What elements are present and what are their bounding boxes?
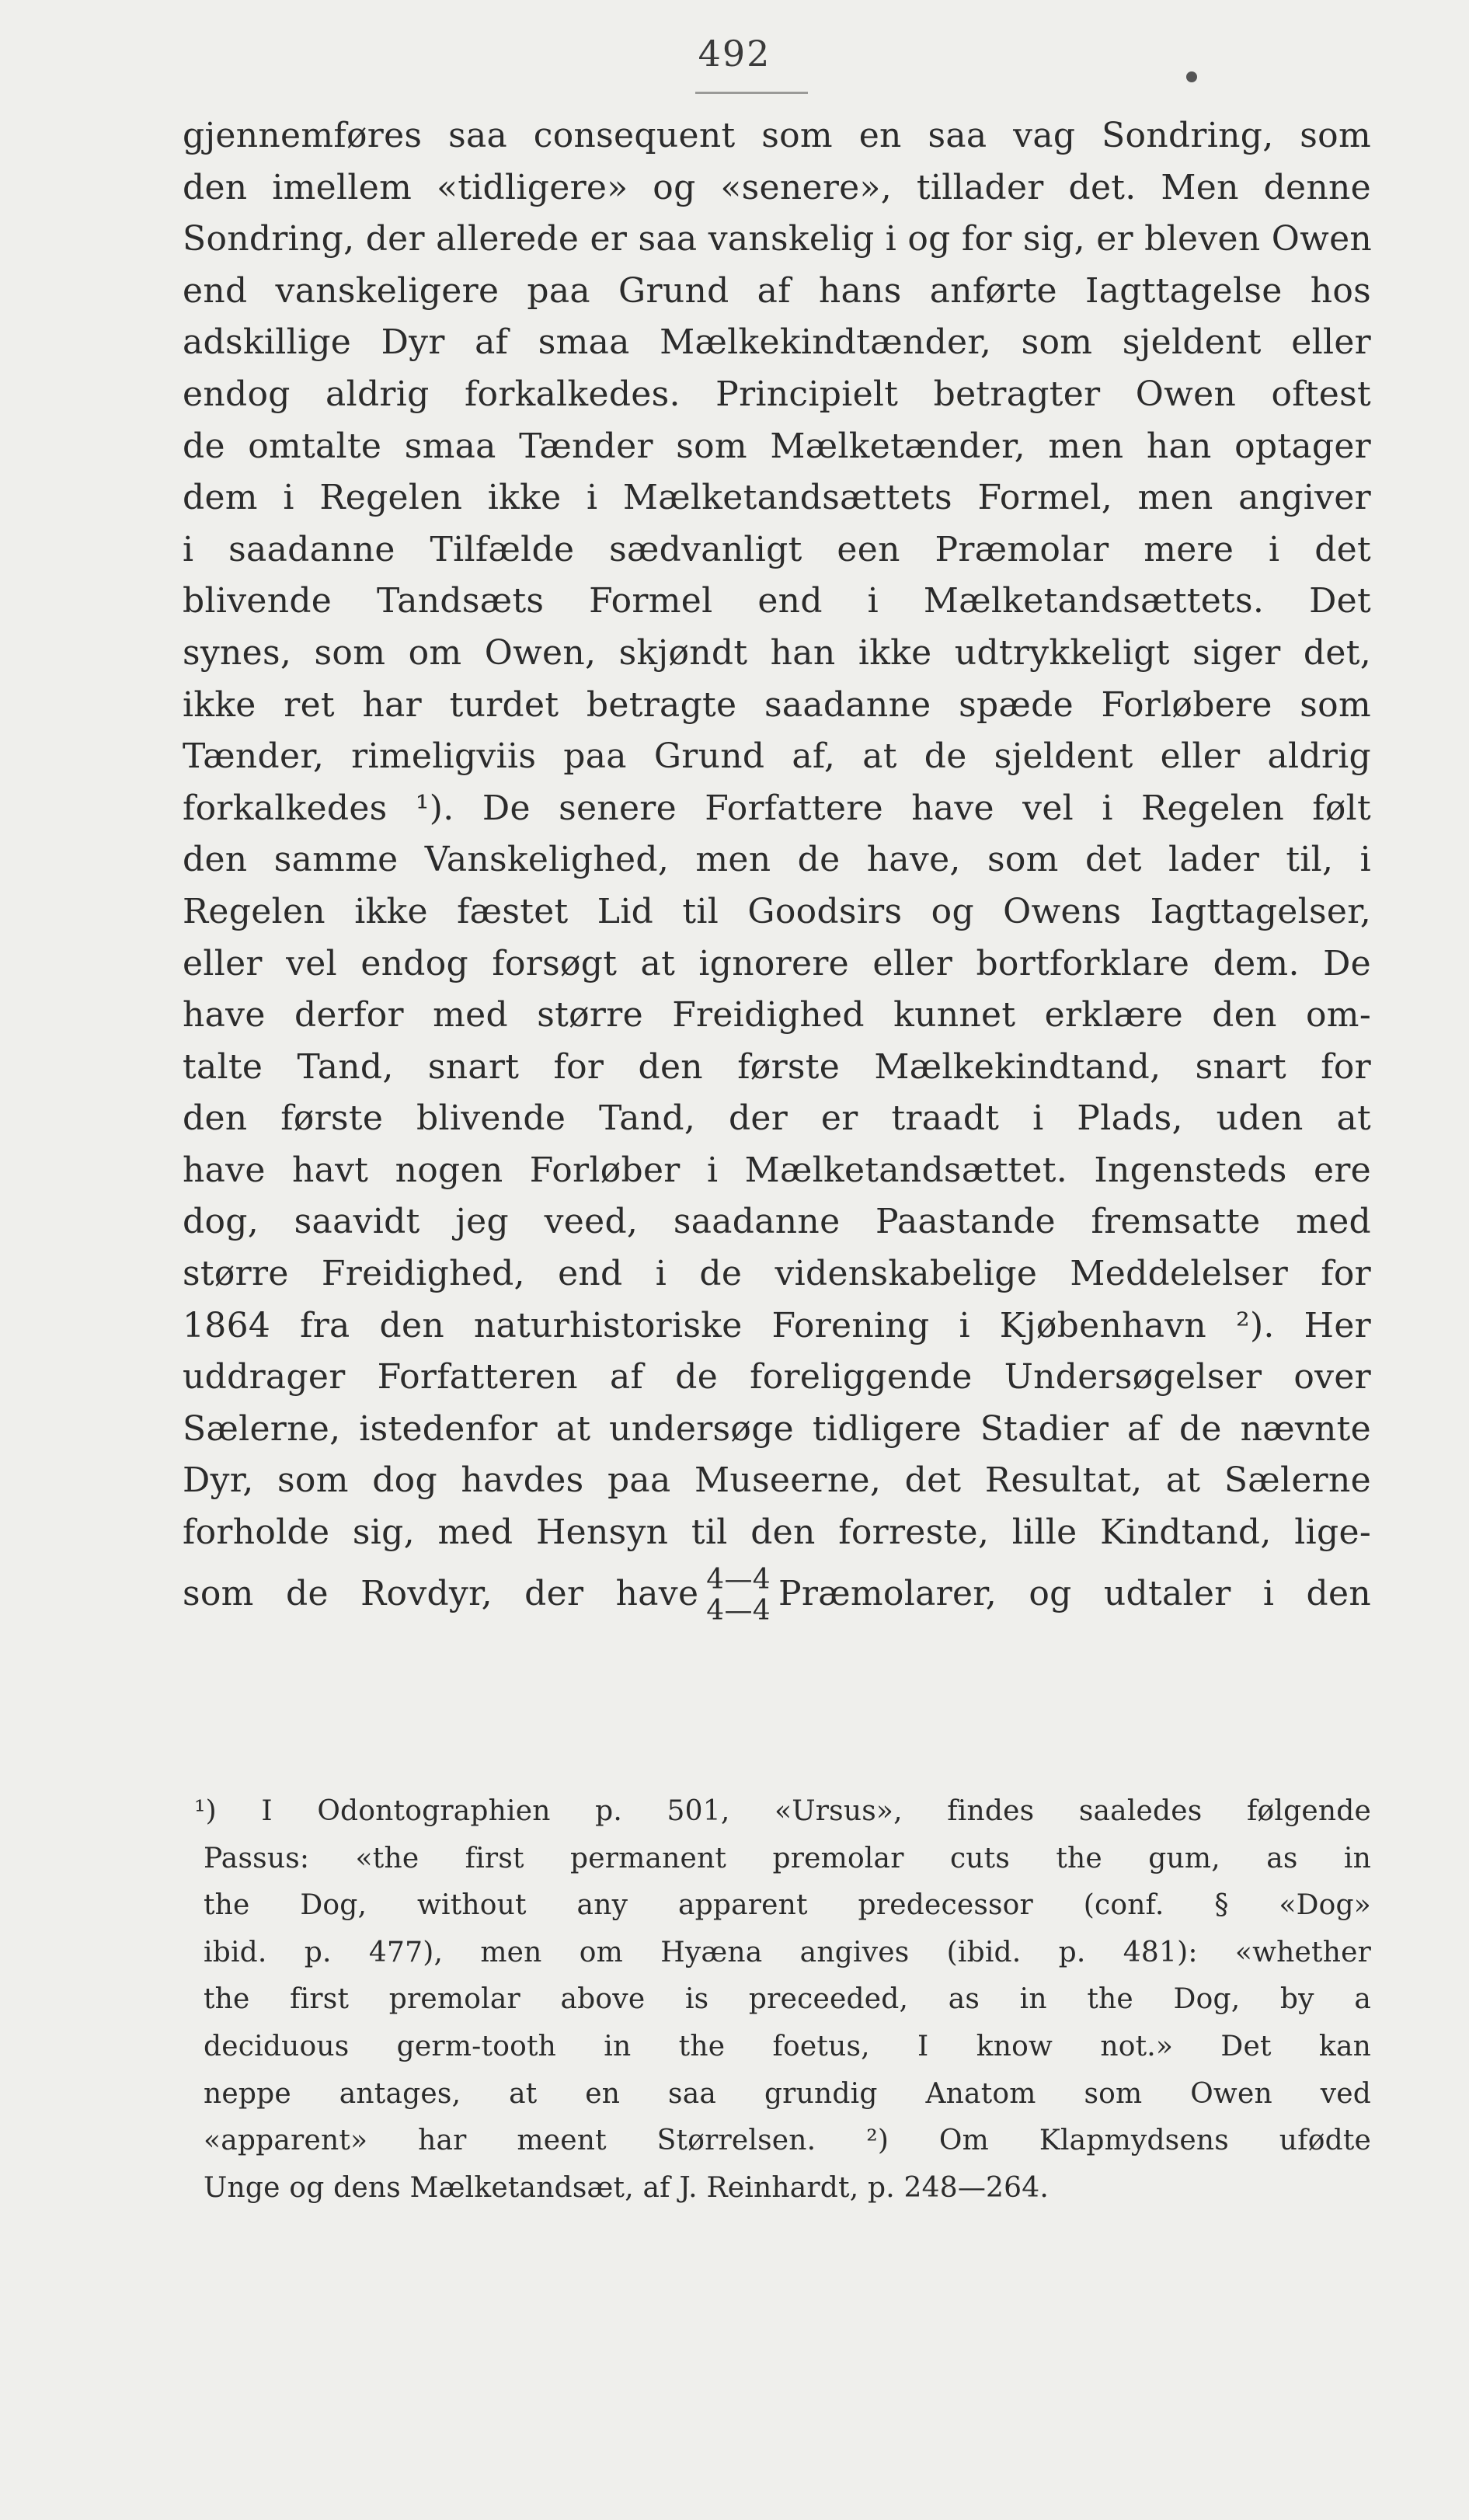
text-line: Regelen ikke fæstet Lid til Goodsirs og Owens Iagttagelser,: [183, 891, 1371, 931]
text-line: end vanskeligere paa Grund af hans anførte Iagttagelse hos: [183, 270, 1371, 311]
text-line: have havt nogen Forløber i Mælketandsættet. Ingensteds ere: [183, 1150, 1371, 1190]
footnote-line: Unge og dens Mælketandsæt, af J. Reinhardt, p. 248—264.: [204, 2171, 1050, 2204]
text-line: adskillige Dyr af smaa Mælkekindtænder, som sjeldent eller: [183, 322, 1371, 363]
premolar-fraction: [706, 1565, 771, 1627]
formula-line-end: Præmolarer, og udtaler i den: [778, 1573, 1371, 1613]
text-line: gjennemføres saa consequent som en saa vag Sondring, som: [183, 116, 1371, 155]
text-line: den samme Vanskelighed, men de have, som det lader til, i: [183, 840, 1371, 880]
text-line: forkalkedes ¹). De senere Forfattere have vel i Regelen følt: [183, 788, 1371, 828]
fraction-denominator: 4—4: [706, 1595, 771, 1627]
text-line: uddrager Forfatteren af de foreliggende Undersøgelser over: [183, 1357, 1371, 1397]
main-text: [183, 110, 1371, 1629]
text-line: dem i Regelen ikke i Mælketandsættets Formel, men angiver: [183, 478, 1371, 518]
text-line: i saadanne Tilfælde sædvanligt een Præmolar mere i det: [183, 529, 1371, 569]
text-line: Dyr, som dog havdes paa Museerne, det Resultat, at Sælerne: [183, 1460, 1371, 1501]
text-line: dog, saavidt jeg veed, saadanne Paastande fremsatte med: [183, 1202, 1371, 1242]
footnote-line: the first premolar above is preceeded, as in the Dog, by a: [204, 1983, 1371, 2016]
footnote-line: Passus: «the first permanent premolar cuts the gum, as in: [204, 1842, 1371, 1874]
text-line: de omtalte smaa Tænder som Mælketænder, men han optager: [183, 426, 1371, 466]
text-line: endog aldrig forkalkedes. Principielt betragter Owen oftest: [183, 374, 1371, 414]
text-line: synes, som om Owen, skjøndt han ikke udtrykkeligt siger det,: [183, 632, 1371, 673]
footnote-line: neppe antages, at en saa grundig Anatom som Owen ved: [204, 2077, 1371, 2110]
text-line: talte Tand, snart for den første Mælkekindtand, snart for: [183, 1046, 1371, 1087]
text-line: eller vel endog forsøgt at ignorere eller bortforklare dem. De: [183, 943, 1371, 983]
formula-line-start: som de Rovdyr, der have: [183, 1573, 699, 1613]
footnote-line: ibid. p. 477), men om Hyæna angives (ibid. p. 481): «whether: [204, 1936, 1371, 1968]
footnote-line: ¹) I Odontographien p. 501, «Ursus», findes saaledes følgende: [194, 1795, 1371, 1827]
text-line: forholde sig, med Hensyn til den forreste, lille Kindtand, lige-: [183, 1512, 1371, 1553]
text-line: have derfor med større Freidighed kunnet erklære den om-: [183, 995, 1371, 1035]
text-line: blivende Tandsæts Formel end i Mælketandsættets. Det: [183, 581, 1371, 621]
text-line: den første blivende Tand, der er traadt i Plads, uden at: [183, 1098, 1371, 1139]
text-line: Tænder, rimeligviis paa Grund af, at de sjeldent eller aldrig: [183, 736, 1371, 777]
footnotes: [194, 1788, 1371, 2212]
page-number: 492: [698, 33, 771, 75]
text-line: Sælerne, istedenfor at undersøge tidligere Stadier af de nævnte: [183, 1408, 1371, 1449]
fraction-numerator: 4—4: [706, 1564, 771, 1596]
footnote-line: the Dog, without any apparent predecessor (conf. § «Dog»: [204, 1889, 1371, 1922]
text-line: ikke ret har turdet betragte saadanne spæde Forløbere som: [183, 684, 1371, 725]
text-line: 1864 fra den naturhistoriske Forening i Kjøbenhavn ²). Her: [183, 1305, 1371, 1345]
footnote-line: «apparent» har meent Størrelsen. ²) Om Klapmydsens ufødte: [204, 2125, 1371, 2157]
footnote-line: deciduous germ-tooth in the foetus, I know not.» Det kan: [204, 2030, 1371, 2062]
ink-spot-mark: [1186, 71, 1197, 82]
text-line: den imellem «tidligere» og «senere», tillader det. Men denne: [183, 167, 1371, 207]
text-line: større Freidighed, end i de videnskabelige Meddelelser for: [183, 1254, 1371, 1294]
header-rule: [695, 92, 808, 94]
text-line: Sondring, der allerede er saa vanskelig i og for sig, er bleven Owen: [183, 219, 1373, 259]
formula-line: [183, 1559, 1371, 1629]
